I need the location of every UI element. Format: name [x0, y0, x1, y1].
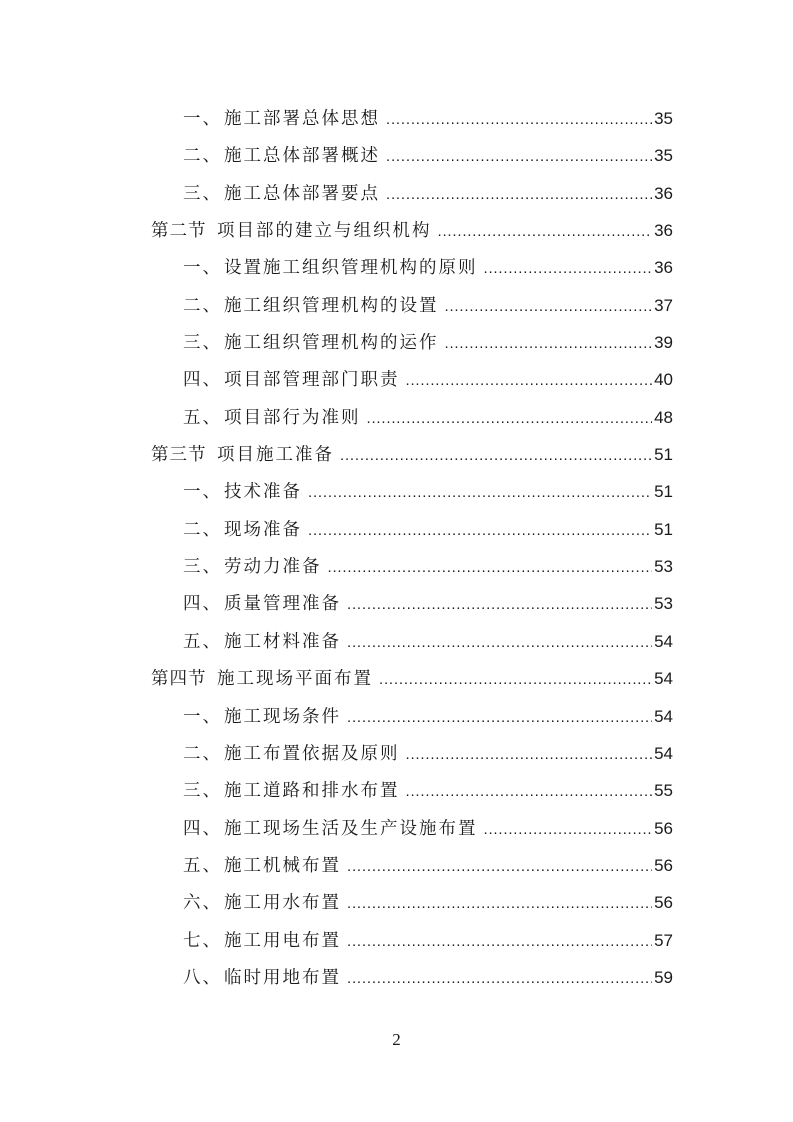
toc-entry-title: 项目部管理部门职责 — [224, 370, 400, 391]
dot-leader — [379, 661, 652, 698]
toc-section-entry[interactable] — [151, 212, 673, 249]
dot-leader — [328, 549, 653, 586]
toc-entry-number: 二、 — [183, 519, 222, 540]
toc-entry-page: 56 — [654, 893, 673, 913]
toc-entry[interactable] — [151, 137, 673, 174]
toc-entry-number: 一、 — [183, 258, 222, 279]
dot-leader — [367, 400, 653, 437]
toc-entry[interactable] — [151, 585, 673, 622]
dot-leader — [438, 213, 653, 250]
toc-entry-title: 现场准备 — [224, 519, 302, 540]
toc-entry-title: 施工材料准备 — [224, 631, 341, 652]
dot-leader — [445, 325, 653, 362]
toc-entry-title: 设置施工组织管理机构的原则 — [224, 258, 478, 279]
toc-entry-number: 四、 — [183, 818, 222, 839]
toc-entry-title: 施工现场条件 — [224, 706, 341, 727]
toc-entry-number: 三、 — [183, 781, 222, 802]
dot-leader — [386, 101, 652, 138]
toc-entry-title: 质量管理准备 — [224, 594, 341, 615]
toc-entry-title: 劳动力准备 — [224, 557, 322, 578]
toc-entry-number: 二、 — [183, 743, 222, 764]
toc-entry-title: 临时用地布置 — [224, 967, 341, 988]
toc-entry[interactable] — [151, 100, 673, 137]
toc-entry-page: 35 — [654, 109, 673, 128]
toc-entry-number: 五、 — [183, 631, 222, 652]
toc-entry-title: 施工组织管理机构的运作 — [224, 333, 439, 354]
toc-entry-page: 35 — [654, 146, 673, 166]
toc-entry-number: 三、 — [183, 557, 222, 578]
toc-entry-title: 施工总体部署要点 — [224, 183, 380, 204]
toc-entry[interactable] — [151, 698, 673, 735]
dot-leader — [406, 773, 653, 810]
toc-section-number: 第三节 — [151, 445, 207, 466]
toc-entry-page: 54 — [654, 669, 673, 689]
toc-entry[interactable] — [151, 847, 673, 884]
toc-entry-number: 八、 — [183, 967, 222, 988]
toc-entry[interactable] — [151, 959, 673, 996]
dot-leader — [386, 138, 652, 175]
toc-entry-number: 三、 — [183, 183, 222, 204]
toc-entry-page: 53 — [654, 594, 673, 614]
dot-leader — [406, 362, 653, 399]
toc-section-number: 第二节 — [151, 221, 207, 242]
dot-leader — [386, 176, 652, 213]
toc-entry-page: 51 — [654, 519, 673, 539]
toc-entry[interactable] — [151, 810, 673, 847]
dot-leader — [406, 736, 653, 773]
toc-entry[interactable] — [151, 287, 673, 324]
toc-entry-number: 三、 — [183, 333, 222, 354]
toc-entry[interactable] — [151, 623, 673, 660]
toc-entry-page: 36 — [654, 183, 673, 203]
toc-entry-number: 二、 — [183, 295, 222, 316]
toc-entry-number: 二、 — [183, 146, 222, 167]
dot-leader — [347, 923, 652, 960]
toc-entry[interactable] — [151, 175, 673, 212]
toc-entry[interactable] — [151, 884, 673, 921]
toc-entry-title: 施工组织管理机构的设置 — [224, 295, 439, 316]
dot-leader — [340, 437, 652, 474]
toc-entry-page: 40 — [654, 370, 673, 390]
toc-entry-title: 施工部署总体思想 — [224, 109, 380, 129]
toc-entry-page: 55 — [654, 781, 673, 801]
toc-entry-number: 五、 — [183, 407, 222, 428]
dot-leader — [484, 811, 653, 848]
toc-entry-page: 51 — [654, 445, 673, 465]
dot-leader — [347, 624, 652, 661]
dot-leader — [347, 848, 652, 885]
toc-entry-page: 56 — [654, 855, 673, 875]
toc-section-entry[interactable] — [151, 660, 673, 697]
toc-entry-page: 54 — [654, 706, 673, 726]
toc-entry[interactable] — [151, 548, 673, 585]
dot-leader — [484, 250, 653, 287]
toc-entry-number: 四、 — [183, 370, 222, 391]
toc-section-title: 项目施工准备 — [217, 445, 334, 466]
toc-entry-page: 53 — [654, 557, 673, 577]
toc-entry-number: 一、 — [183, 706, 222, 727]
toc-entry-title: 施工道路和排水布置 — [224, 781, 400, 802]
toc-entry-page: 54 — [654, 631, 673, 651]
dot-leader — [347, 699, 652, 736]
toc-entry-title: 技术准备 — [224, 482, 302, 503]
toc-section-title: 项目部的建立与组织机构 — [217, 221, 432, 242]
toc-entry[interactable] — [151, 399, 673, 436]
page-number: 2 — [392, 1030, 401, 1049]
toc-entry[interactable] — [151, 473, 673, 510]
toc-entry-page: 56 — [654, 818, 673, 838]
dot-leader — [308, 474, 652, 511]
toc-entry-page: 57 — [654, 930, 673, 950]
dot-leader — [445, 288, 653, 325]
toc-entry[interactable] — [151, 735, 673, 772]
dot-leader — [347, 960, 652, 997]
toc-entry[interactable] — [151, 249, 673, 286]
toc-entry-title: 施工布置依据及原则 — [224, 743, 400, 764]
toc-section-title: 施工现场平面布置 — [217, 669, 373, 690]
toc-section-entry[interactable] — [151, 436, 673, 473]
toc-entry-page: 54 — [654, 743, 673, 763]
dot-leader — [347, 586, 652, 623]
toc-entry-page: 48 — [654, 407, 673, 427]
toc-entry-page: 36 — [654, 221, 673, 241]
toc-entry-number: 六、 — [183, 893, 222, 914]
toc-entry-number: 四、 — [183, 594, 222, 615]
toc-entry-number: 一、 — [183, 482, 222, 503]
toc-section-number: 第四节 — [151, 669, 207, 690]
toc-entry[interactable] — [151, 772, 673, 809]
toc-entry-title: 施工用电布置 — [224, 930, 341, 951]
toc-entry-number: 一、 — [183, 109, 222, 129]
toc-entry-title: 施工用水布置 — [224, 893, 341, 914]
toc-entry-number: 七、 — [183, 930, 222, 951]
toc-entry-page: 59 — [654, 967, 673, 987]
dot-leader — [308, 512, 652, 549]
toc-entry[interactable] — [151, 361, 673, 398]
toc-entry-page: 51 — [654, 482, 673, 502]
toc-entry-title: 施工总体部署概述 — [224, 146, 380, 167]
toc-entry-page: 36 — [654, 258, 673, 278]
toc-entry[interactable] — [151, 324, 673, 361]
toc-entry-number: 五、 — [183, 855, 222, 876]
dot-leader — [347, 885, 652, 922]
toc-entry-title: 施工现场生活及生产设施布置 — [224, 818, 478, 839]
toc-entry-page: 37 — [654, 295, 673, 315]
toc-entry[interactable] — [151, 922, 673, 959]
toc-entry-title: 项目部行为准则 — [224, 407, 361, 428]
toc-entry-title: 施工机械布置 — [224, 855, 341, 876]
toc-entry-page: 39 — [654, 333, 673, 353]
table-of-contents — [151, 100, 673, 996]
toc-entry[interactable] — [151, 511, 673, 548]
